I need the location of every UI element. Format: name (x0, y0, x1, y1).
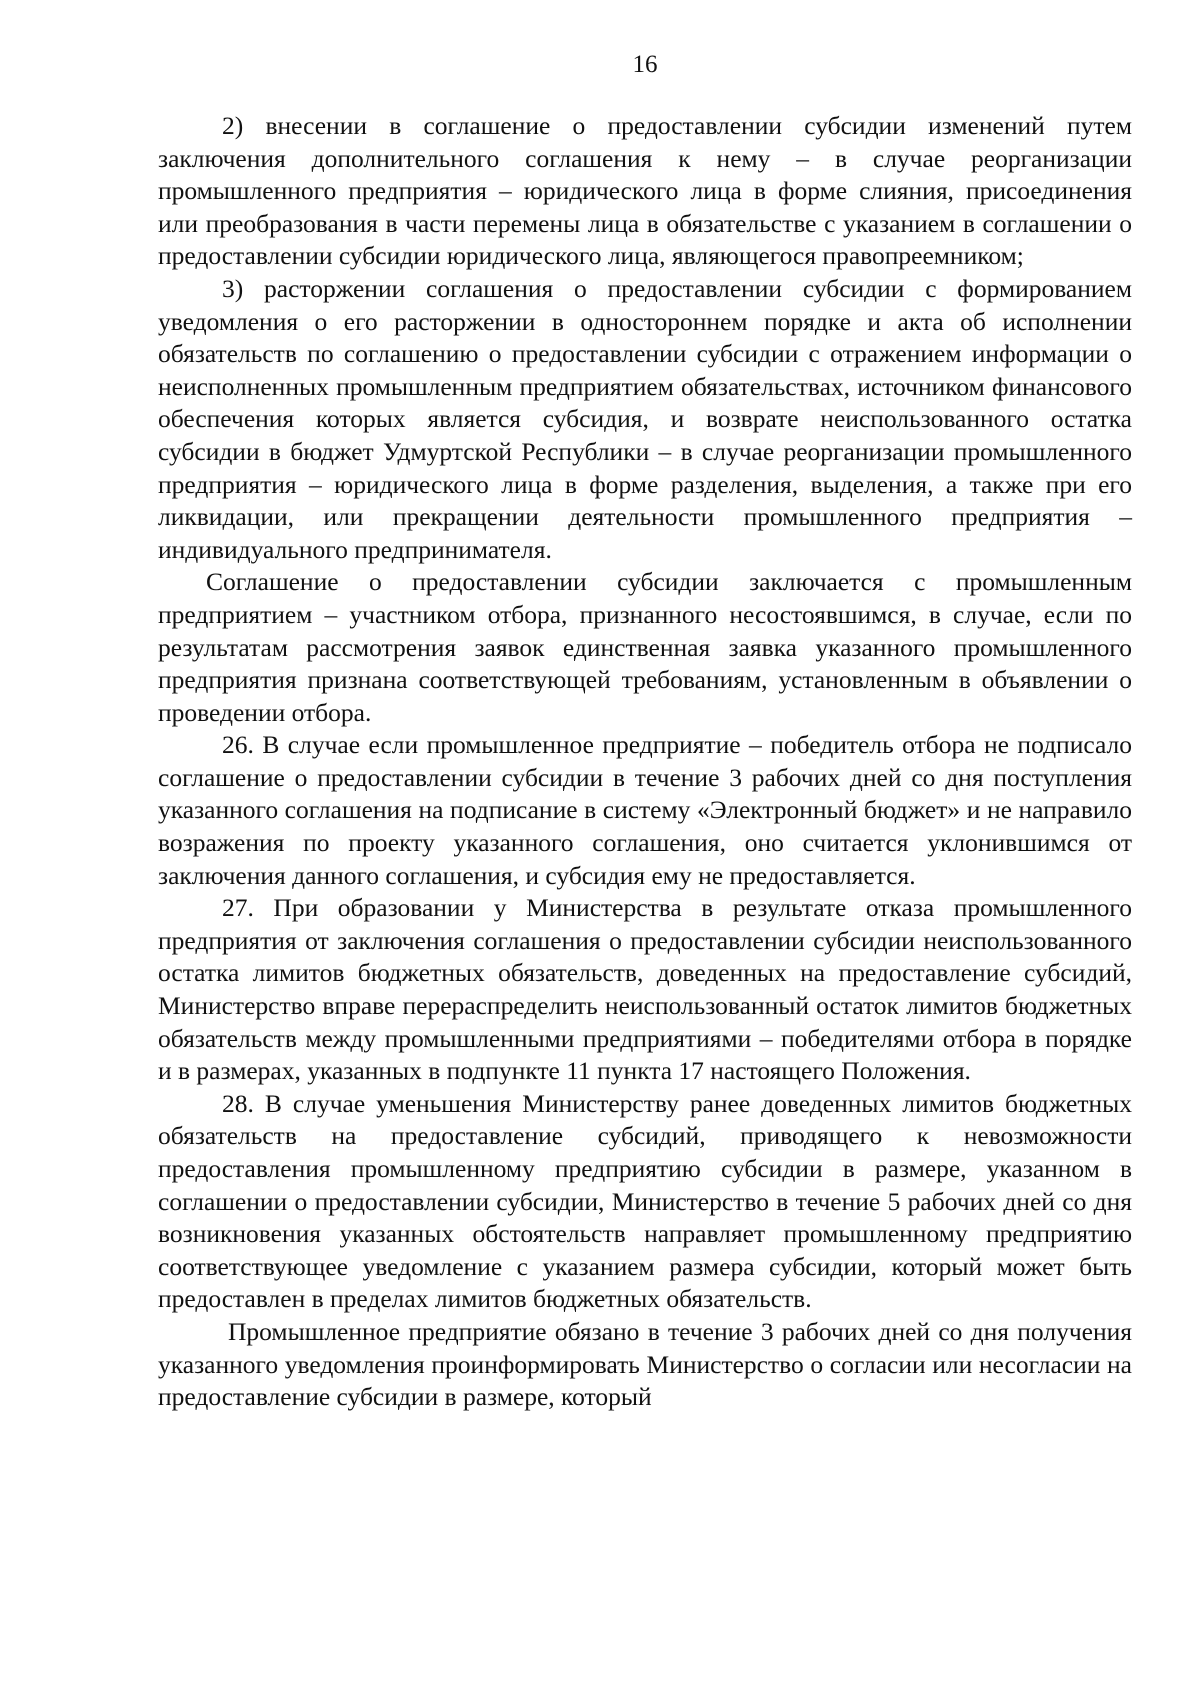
paragraph-clause-28: 28. В случае уменьшения Министерству ранее доведенных лимитов бюджетных обязательств на предоставление субсидий, приводящего к невозможности предоставления промышленному предприятию субсидии в размере, указанном в соглашении о предоставлении субсидии, Министерство в течение 5 рабочих дней со дня возникновения указанных обстоятельств направляет промышленному предприятию соответствующее уведомление с указанием размера субсидии, который может быть предоставлен в пределах лимитов бюджетных обязательств. (158, 1088, 1132, 1314)
document-body (158, 110, 1132, 1414)
paragraph-agreement-conclusion: Соглашение о предоставлении субсидии заключается с промышленным предприятием – участником отбора, признанного несостоявшимся, в случае, если по результатам рассмотрения заявок единственная заявка указанного промышленного предприятия признана соответствующей требованиям, установленным в объявлении о проведении отбора. (158, 567, 1132, 727)
page-number: 16 (632, 51, 658, 78)
paragraph-item-3: 3) расторжении соглашения о предоставлении субсидии с формированием уведомления о его расторжении в одностороннем порядке и акта об исполнении обязательств по соглашению о предоставлении субсидии с отражением информации о неисполненных промышленным предприятием обязательствах, источником финансового обеспечения которых является субсидия, и возврате неиспользованного остатка субсидии в бюджет Удмуртской Республики – в случае реорганизации промышленного предприятия – юридического лица в форме разделения, выделения, а также при его ликвидации, или прекращении деятельности промышленного предприятия – индивидуального предпринимателя. (158, 273, 1132, 564)
paragraph-item-2: 2) внесении в соглашение о предоставлении субсидии изменений путем заключения дополнительного соглашения к нему – в случае реорганизации промышленного предприятия – юридического лица в форме слияния, присоединения или преобразования в части перемены лица в обязательстве с указанием в соглашении о предоставлении субсидии юридического лица, являющегося правопреемником; (158, 111, 1132, 271)
paragraph-clause-26: 26. В случае если промышленное предприятие – победитель отбора не подписало соглашение о предоставлении субсидии в течение 3 рабочих дней со дня поступления указанного соглашения на подписание в систему «Электронный бюджет» и не направило возражения по проекту указанного соглашения, оно считается уклонившимся от заключения данного соглашения, и субсидия ему не предоставляется. (158, 730, 1132, 890)
paragraph-enterprise-obligation: Промышленное предприятие обязано в течение 3 рабочих дней со дня получения указанного уведомления проинформировать Министерство о согласии или несогласии на предоставление субсидии в размере, который (158, 1316, 1132, 1412)
paragraph-clause-27: 27. При образовании у Министерства в результате отказа промышленного предприятия от заключения соглашения о предоставлении субсидии неиспользованного остатка лимитов бюджетных обязательств, доведенных на предоставление субсидий, Министерство вправе перераспределить неиспользованный остаток лимитов бюджетных обязательств между промышленными предприятиями – победителями отбора в порядке и в размерах, указанных в подпункте 11 пункта 17 настоящего Положения. (158, 893, 1132, 1086)
